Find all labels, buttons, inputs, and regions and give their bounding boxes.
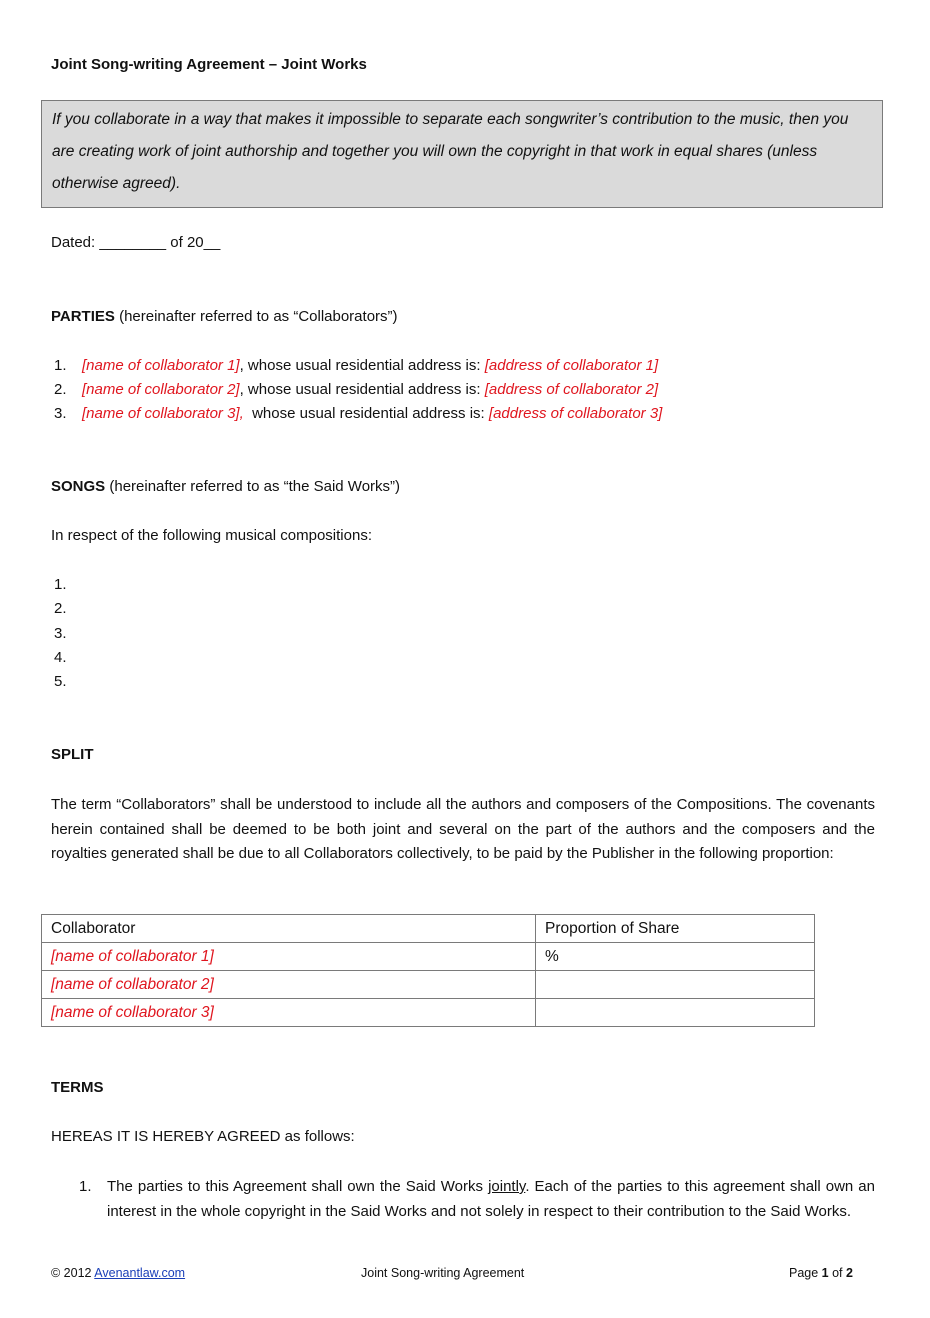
page-of: of (828, 1266, 846, 1280)
party-item (51, 357, 658, 374)
table-header-cell: Collaborator (42, 915, 536, 943)
table-header-row (42, 915, 815, 943)
songs-heading-label: SONGS (51, 478, 106, 495)
party-number: 1. (54, 357, 67, 374)
document-title: Joint Song-writing Agreement – Joint Works (51, 56, 367, 73)
song-item (51, 600, 82, 617)
terms-heading: TERMS (51, 1079, 104, 1096)
page-number (789, 1266, 853, 1280)
song-number: 2. (54, 600, 67, 617)
parties-heading (51, 308, 398, 325)
table-header-cell: Proportion of Share (536, 915, 815, 943)
website-link[interactable]: Avenantlaw.com (94, 1266, 186, 1280)
party-address: [address of collaborator 1] (484, 357, 659, 374)
song-item (51, 576, 82, 593)
terms-intro: HEREAS IT IS HEREBY AGREED as follows: (51, 1128, 355, 1145)
page-prefix: Page (789, 1266, 822, 1280)
party-number: 3. (54, 405, 67, 422)
song-number: 5. (54, 673, 67, 690)
song-item (51, 673, 82, 690)
parties-heading-note: (hereinafter referred to as “Collaborators”) (114, 308, 398, 325)
terms-item-text-end: . Each of the parties to this agreement shall own an interest in the whole copyright in the Said Works and not solely in respect to their contribution to the Said Works. (107, 1178, 875, 1220)
song-number: 3. (54, 625, 67, 642)
terms-item-emphasis: jointly (488, 1178, 526, 1195)
table-cell-share (536, 971, 815, 999)
copyright-text: © 2012 (51, 1266, 95, 1280)
songs-heading (51, 478, 400, 495)
table-cell-collaborator: [name of collaborator 3] (42, 999, 536, 1027)
party-address: [address of collaborator 2] (484, 381, 659, 398)
party-item (51, 405, 662, 422)
party-name: [name of collaborator 3], (82, 405, 244, 422)
party-address-label: whose usual residential address is: (243, 405, 489, 422)
footer-copyright (51, 1266, 185, 1280)
split-paragraph: The term “Collaborators” shall be understood to include all the authors and composers of the Compositions. The covenants herein contained shall be deemed to be both joint and several on the part of the authors and the composers and the royalties generated shall be due to all Collaborators collectively, to be paid by the Publisher in the following proportion: (51, 796, 875, 862)
party-address: [address of collaborator 3] (488, 405, 663, 422)
table-row (42, 971, 815, 999)
songs-heading-note: (hereinafter referred to as “the Said Works”) (105, 478, 401, 495)
terms-item-text-start: The parties to this Agreement shall own the Said Works (107, 1178, 489, 1195)
page-total: 2 (846, 1266, 853, 1280)
table-row (42, 943, 815, 971)
notice-box: If you collaborate in a way that makes it impossible to separate each songwriter’s contribution to the music, then you are creating work of joint authorship and together you will own the copyright in that work in equal shares (unless otherwise agreed). (41, 100, 883, 208)
party-address-label: , whose usual residential address is: (239, 381, 485, 398)
table-cell-share: % (536, 943, 815, 971)
party-name: [name of collaborator 1] (82, 357, 240, 374)
terms-item-number: 1. (79, 1178, 92, 1195)
table-row (42, 999, 815, 1027)
page-current: 1 (821, 1266, 829, 1280)
split-heading: SPLIT (51, 746, 94, 763)
terms-item (79, 1175, 875, 1224)
split-table (41, 914, 815, 1027)
footer-title: Joint Song-writing Agreement (361, 1266, 525, 1280)
party-number: 2. (54, 381, 67, 398)
party-item (51, 381, 658, 398)
table-cell-share (536, 999, 815, 1027)
song-number: 1. (54, 576, 67, 593)
table-cell-collaborator: [name of collaborator 1] (42, 943, 536, 971)
songs-intro: In respect of the following musical compositions: (51, 527, 372, 544)
song-item (51, 649, 82, 666)
table-cell-collaborator: [name of collaborator 2] (42, 971, 536, 999)
terms-item-text (107, 1175, 875, 1224)
parties-heading-label: PARTIES (51, 308, 115, 325)
party-address-label: , whose usual residential address is: (239, 357, 485, 374)
song-number: 4. (54, 649, 67, 666)
song-item (51, 625, 82, 642)
dated-line: Dated: ________ of 20__ (51, 234, 221, 251)
party-name: [name of collaborator 2] (82, 381, 240, 398)
